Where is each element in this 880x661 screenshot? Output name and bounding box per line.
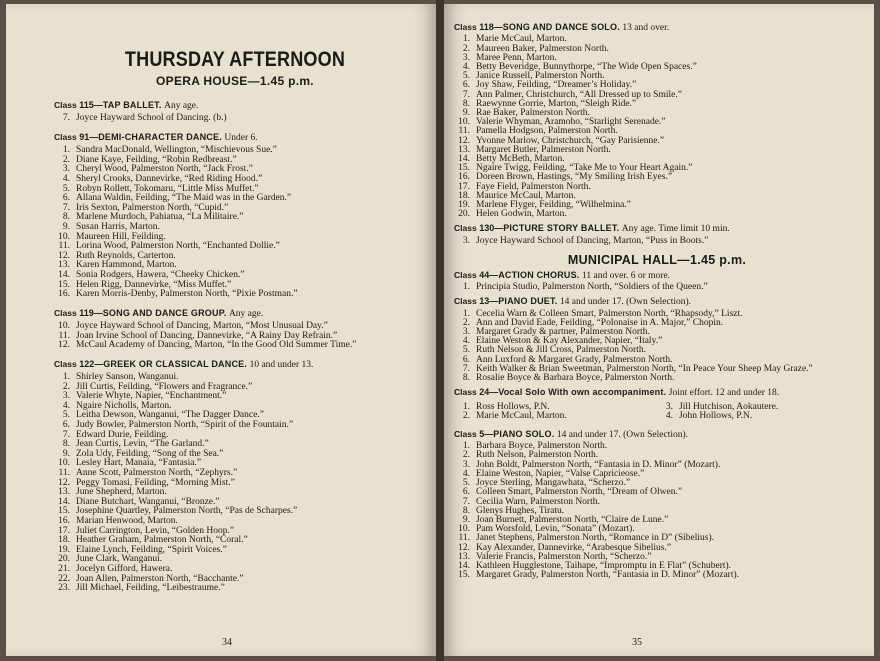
entry-number: 9. [62, 221, 70, 232]
entry-text: Joyce Hayward School of Dancing, Marton, “Most Unusual Day.” [76, 320, 328, 331]
entry-number: 21. [58, 563, 70, 574]
right-page [444, 4, 874, 656]
entry-number: 9. [462, 514, 470, 525]
page-number: 35 [632, 637, 642, 648]
entry-number: 22. [58, 573, 70, 584]
entry-list [454, 283, 860, 292]
class-title: GREEK OR CLASSICAL DANCE. [103, 358, 248, 369]
entry-number: 3. [665, 401, 673, 412]
class-title: SONG AND DANCE GROUP. [102, 307, 227, 318]
entry-text: Ann Luxford & Margaret Grady, Palmerston North. [476, 354, 673, 365]
entry-text: Margaret Butler, Palmerston North. [476, 144, 611, 155]
entry-list [54, 322, 416, 351]
entry-number: 8. [62, 439, 70, 450]
class-label: Class [454, 223, 477, 234]
entry-number: 14. [458, 153, 470, 164]
entry-item [54, 114, 416, 124]
entry-item [54, 341, 416, 351]
entry-text: Margaret Grady, Palmerston North, “Fantasia in D. Minor” (Mozart). [476, 570, 740, 581]
entry-text: Joyce Hayward School of Dancing. (b.) [76, 113, 227, 124]
entry-number: 3. [462, 459, 470, 470]
entry-number: 11. [58, 330, 70, 341]
entry-number: 5. [462, 345, 470, 356]
class-label: Class [54, 100, 77, 110]
entry-number: 14. [58, 496, 70, 507]
entry-text: Barbara Boyce, Palmerston North. [476, 441, 608, 452]
entry-text: Janice Russell, Palmerston North. [476, 71, 605, 82]
entry-text: Joan Allen, Palmerston North, “Bacchante.” [76, 573, 244, 584]
entry-number: 6. [462, 354, 470, 365]
entry-text: Sheryl Crooks, Dannevirke, “Red Riding Hood.” [76, 173, 263, 184]
class-title: SONG AND DANCE SOLO. [502, 22, 620, 32]
entry-text: Ann and David Eade, Feilding, “Polonaise in A. Major,” Chopin. [476, 317, 724, 328]
entry-number: 6. [462, 487, 470, 498]
entry-number: 12. [458, 135, 470, 146]
entry-text: Joan Irvine School of Dancing, Dannevirke, “A Rainy Day Refrain.” [76, 330, 338, 341]
class-number: 115— [79, 100, 103, 110]
class-number: 24— [479, 387, 499, 398]
entry-list [454, 403, 657, 421]
entry-text: June Clark, Wanganui. [76, 554, 163, 565]
entry-text: Sonia Rodgers, Hawera, “Cheeky Chicken.” [76, 269, 245, 280]
entry-text: Cecilia Warn, Palmerston North. [476, 496, 600, 507]
entry-list [454, 310, 860, 384]
entry-number: 4. [462, 468, 470, 479]
entry-number: 12. [458, 542, 470, 553]
entry-number: 14. [58, 269, 70, 280]
class-heading [54, 100, 416, 112]
entry-number: 16. [58, 289, 70, 300]
entry-text: Jean Curtis, Levin, “The Garland.” [76, 439, 209, 450]
entry-text: Valerie Francis, Palmerston North, “Scherzo.” [476, 551, 652, 562]
entry-list [54, 146, 416, 300]
right-class-list-opera [454, 22, 860, 246]
entry-text: Joyce Sterling, Mangawhata, “Scherzo.” [476, 478, 631, 489]
entry-text: Rae Baker, Palmerston North. [476, 107, 590, 118]
entry-text: Helen Godwin, Marton. [476, 209, 567, 220]
entry-number: 2. [62, 154, 70, 165]
entry-text: Anne Scott, Palmerston North, “Zephyrs.” [76, 468, 238, 478]
class-heading [454, 296, 860, 308]
entry-text: Helen Rigg, Dannevirke, “Miss Muffet.” [76, 279, 232, 290]
entry-item [54, 584, 416, 594]
class-title: PICTURE STORY BALLET. [503, 223, 620, 234]
entry-text: Karen Morris-Denby, Palmerston North, “Pixie Postman.” [76, 289, 298, 300]
class-number: 122— [79, 358, 104, 369]
entry-text: Ross Hollows, P.N. [476, 401, 550, 412]
class-number: 5— [479, 428, 494, 439]
entry-list [657, 403, 860, 421]
class-label: Class [454, 387, 477, 398]
class-heading [454, 270, 860, 282]
entry-number: 13. [58, 487, 70, 498]
entry-text: Cheryl Wood, Palmerston North, “Jack Frost.” [76, 164, 253, 175]
page-title: THURSDAY AFTERNOON [124, 48, 346, 71]
entry-number: 3. [462, 235, 470, 246]
entry-text: John Boldt, Palmerston North, “Fantasia in D. Minor” (Mozart). [476, 459, 721, 470]
entry-number: 23. [58, 583, 70, 594]
entry-text: Doreen Brown, Hastings, “My Smiling Irish Eyes.” [476, 172, 673, 183]
class-details: 13 and over. [622, 23, 670, 33]
entry-number: 4. [462, 61, 470, 72]
entry-number: 16. [58, 515, 70, 526]
entry-number: 15. [58, 506, 70, 517]
entry-number: 5. [462, 478, 470, 489]
entry-text: Faye Field, Palmerston North. [476, 181, 591, 192]
left-class-list [54, 100, 416, 594]
entry-list [454, 35, 860, 219]
entry-number: 19. [458, 199, 470, 210]
entry-number: 1. [462, 34, 470, 45]
entry-text: Elaine Lynch, Feilding, “Spirit Voices.” [76, 544, 227, 555]
entry-text: Ann Palmer, Christchurch, “All Dressed up to Smile.” [476, 89, 682, 100]
entry-text: Maureen Baker, Palmerston North. [476, 43, 609, 54]
entry-text: Allana Waldin, Feilding, “The Maid was in the Garden.” [76, 193, 292, 204]
entry-number: 5. [62, 183, 70, 194]
class-number: 118— [479, 22, 503, 32]
entry-text: Valerie Whyte, Napier, “Enchantment.” [76, 391, 227, 402]
entry-number: 3. [462, 52, 470, 63]
class-heading [454, 223, 860, 235]
entry-text: Maurice McCaul, Marton. [476, 190, 576, 201]
entry-text: Jill Hutchison, Aokautere. [679, 401, 779, 412]
entry-text: Iris Sexton, Palmerston North, “Cupid.” [76, 202, 229, 213]
entry-text: Keith Walker & Brian Sweetman, Palmerston North, “In Peace Your Sheep May Graze.” [476, 363, 813, 374]
entry-number: 13. [458, 144, 470, 155]
entry-number: 2. [462, 43, 470, 54]
entry-text: Maree Penn, Marton. [476, 52, 557, 63]
entry-number: 1. [62, 145, 70, 156]
entry-number: 6. [62, 193, 70, 204]
entry-number: 3. [62, 164, 70, 175]
class-details: Any age. Time limit 10 min. [621, 224, 730, 235]
entry-text: Pam Worsfold, Levin, “Sonata” (Mozart). [476, 524, 635, 535]
entry-text: Margaret Grady & partner, Palmerston North. [476, 327, 650, 338]
entry-text: John Hollows, P.N. [679, 410, 753, 421]
entry-number: 7. [462, 363, 470, 374]
entry-number: 13. [458, 551, 470, 562]
entry-text: Pamella Hodgson, Palmerston North. [476, 126, 618, 137]
class-number: 44— [479, 269, 499, 280]
entry-text: Glenys Hughes, Tiratu. [476, 505, 565, 516]
entry-text: Marlene Murdoch, Pahiatua, “La Militaire.” [76, 212, 244, 223]
class-label: Class [454, 296, 477, 307]
class-label: Class [54, 131, 77, 142]
entry-text: Ruth Reynolds, Carterton. [76, 250, 176, 261]
class-heading [454, 22, 860, 34]
entry-text: Karen Hammond, Marton. [76, 260, 177, 271]
entry-number: 7. [62, 113, 70, 124]
entry-text: Lesley Hart, Manaia, “Fantasia.” [76, 458, 202, 469]
entry-number: 4. [62, 173, 70, 184]
entry-number: 1. [462, 308, 470, 319]
entry-number: 2. [62, 381, 70, 392]
entry-number: 5. [462, 71, 470, 82]
class-details: Joint effort. 12 and under 18. [668, 388, 780, 399]
entry-list [54, 114, 416, 124]
class-heading [54, 308, 416, 320]
class-details: Any age. [228, 308, 264, 319]
entry-number: 1. [62, 372, 70, 383]
page-number: 34 [222, 637, 232, 648]
entry-text: Joan Burnett, Palmerston North, “Claire de Lune.” [476, 514, 669, 525]
entry-text: Lorina Wood, Palmerston North, “Enchanted Dollie.” [76, 241, 280, 252]
entry-number: 19. [58, 544, 70, 555]
class-number: 130— [479, 223, 504, 234]
entry-text: Marlene Flyger, Feilding, “Wilhelmina.” [476, 199, 631, 210]
class-label: Class [454, 269, 477, 280]
entry-text: Zola Udy, Feilding, “Song of the Sea.” [76, 448, 224, 459]
entry-number: 17. [458, 181, 470, 192]
entry-item [54, 290, 416, 300]
entry-text: Edward Durie, Feilding. [76, 429, 169, 440]
entry-text: Principia Studio, Palmerston North, “Soldiers of the Queen.” [476, 282, 708, 293]
class-details: Under 6. [224, 132, 258, 143]
entry-number: 18. [58, 535, 70, 546]
entry-number: 5. [62, 410, 70, 421]
entry-text: Robyn Rollett, Tokomaru, “Little Miss Muffet.” [76, 183, 259, 194]
entry-number: 15. [58, 279, 70, 290]
entry-number: 3. [62, 391, 70, 402]
entry-number: 3. [462, 327, 470, 338]
class-details: 10 and under 13. [249, 359, 314, 370]
entry-number: 7. [462, 89, 470, 100]
entry-number: 8. [462, 505, 470, 516]
entry-number: 20. [458, 209, 470, 220]
entry-number: 7. [462, 496, 470, 507]
entry-item [454, 237, 860, 246]
entry-number: 10. [458, 117, 470, 128]
entry-text: Yvonne Marlow, Christchurch, “Gay Parisienne.” [476, 135, 665, 146]
entry-number: 7. [62, 429, 70, 440]
left-page [6, 4, 436, 656]
entry-text: Kay Alexander, Dannevirke, “Arabesque Sibelius.” [476, 542, 672, 553]
entry-item [454, 374, 860, 383]
entry-text: Kathleen Hugglestone, Taihape, “Impromptu in E Flat” (Schubert). [476, 560, 732, 571]
entry-number: 2. [462, 410, 470, 421]
entry-text: Diane Kaye, Feilding, “Robin Redbreast.” [76, 154, 237, 165]
entry-text: Janet Stephens, Palmerston North, “Romance in D” (Sibelius). [476, 533, 714, 544]
entry-text: Leitha Dewson, Wanganui, “The Dagger Dance.” [76, 410, 264, 421]
class-heading [454, 387, 860, 399]
entry-text: Betty Beveridge, Bunnythorpe, “The Wide Open Spaces.” [476, 61, 697, 72]
entry-text: Joy Shaw, Feilding, “Dreamer’s Holiday.” [476, 80, 637, 91]
entry-number: 11. [58, 241, 70, 252]
entry-number: 15. [458, 570, 470, 581]
entry-text: Ngaire Nicholls, Marton. [76, 400, 172, 411]
entry-text: Marian Henwood, Marton. [76, 515, 178, 526]
entry-text: Valerie Whyman, Aramoho, “Starlight Serenade.” [476, 117, 666, 128]
entry-text: Betty McBeth, Marton. [476, 153, 565, 164]
entry-text: June Shepherd, Marton. [76, 487, 167, 498]
entry-number: 4. [62, 400, 70, 411]
entry-number: 14. [458, 560, 470, 571]
entry-number: 15. [458, 163, 470, 174]
venue-heading: OPERA HOUSE—1.45 p.m. [156, 74, 314, 88]
entry-number: 1. [462, 282, 470, 293]
class-details: Any age. [164, 101, 199, 111]
class-heading [454, 429, 860, 441]
class-heading [54, 359, 416, 371]
entry-item [454, 210, 860, 219]
entry-number: 12. [58, 477, 70, 488]
entry-number: 1. [462, 441, 470, 452]
entry-item [454, 283, 860, 292]
class-label: Class [54, 307, 77, 318]
entry-text: McCaul Academy of Dancing, Marton, “In the Good Old Summer Time.” [76, 340, 357, 351]
entry-number: 20. [58, 554, 70, 565]
entry-number: 1. [462, 401, 470, 412]
entry-text: Shirley Sanson, Wanganui. [76, 372, 179, 383]
entry-text: Diane Butchart, Wanganui, “Bronze.” [76, 496, 220, 507]
entry-list [454, 237, 860, 246]
entry-number: 12. [58, 250, 70, 261]
venue-heading: MUNICIPAL HALL—1.45 p.m. [567, 252, 747, 267]
entry-number: 4. [665, 410, 673, 421]
entry-number: 6. [62, 420, 70, 431]
entry-text: Heather Graham, Palmerston North, “Coral.” [76, 535, 248, 546]
entry-text: Peggy Tomasi, Feilding, “Morning Mist.” [76, 477, 235, 488]
class-title: Vocal Solo With own accompaniment. [498, 387, 667, 398]
entry-number: 11. [58, 468, 70, 478]
entry-text: Ngaire Twigg, Feilding, “Take Me to Your Heart Again.” [476, 163, 693, 174]
entry-list [454, 442, 860, 580]
entry-number: 18. [458, 190, 470, 201]
class-label: Class [454, 22, 477, 32]
entry-number: 9. [462, 107, 470, 118]
class-title: PIANO DUET. [498, 296, 558, 307]
entry-number: 9. [62, 448, 70, 459]
class-title: DEMI-CHARACTER DANCE. [98, 131, 222, 142]
entry-item [454, 571, 860, 580]
entry-number: 6. [462, 80, 470, 91]
entry-number: 2. [462, 450, 470, 461]
entry-number: 4. [462, 336, 470, 347]
class-label: Class [54, 358, 77, 369]
entry-item [657, 412, 860, 421]
entry-text: Ruth Nelson & Jill Cross, Palmerston North. [476, 345, 646, 356]
entry-number: 11. [458, 533, 470, 544]
entry-number: 12. [58, 340, 70, 351]
class-heading [54, 132, 416, 144]
entry-text: Maureen Hill, Feilding. [76, 231, 166, 242]
book-gutter [436, 0, 444, 661]
entry-number: 8. [462, 373, 470, 384]
right-class-list-municipal [454, 270, 860, 580]
entry-number: 16. [458, 172, 470, 183]
entry-text: Ruth Nelson, Palmerston North. [476, 450, 599, 461]
entry-text: Raewynne Gorrie, Marton, “Sleigh Ride.” [476, 98, 637, 109]
entry-list [54, 373, 416, 594]
entry-text: Marie McCaul, Marton. [476, 34, 567, 45]
entry-number: 10. [458, 524, 470, 535]
class-number: 13— [479, 296, 499, 307]
entry-number: 13. [58, 260, 70, 271]
entry-text: Judy Bowler, Palmerston North, “Spirit of the Fountain.” [76, 420, 294, 431]
entry-number: 11. [458, 126, 470, 137]
entry-text: Joyce Hayward School of Dancing, Marton, “Puss in Boots.” [476, 235, 709, 246]
entry-text: Susan Harris, Marton. [76, 221, 160, 232]
class-title: PIANO SOLO. [493, 428, 555, 439]
entry-number: 7. [62, 202, 70, 213]
entry-text: Jill Curtis, Feilding, “Flowers and Fragrance.” [76, 381, 253, 392]
entry-item [454, 412, 657, 421]
entry-number: 10. [58, 458, 70, 469]
entry-text: Josephine Quartley, Palmerston North, “Pas de Scharpes.” [76, 506, 298, 517]
class-title: ACTION CHORUS. [498, 269, 580, 280]
entry-number: 10. [58, 231, 70, 242]
entry-text: Colleen Smart, Palmerston North, “Dream of Olwen.” [476, 487, 683, 498]
entry-text: Juliet Carrington, Levin, “Golden Hoop.” [76, 525, 235, 536]
entry-text: Jocelyn Gifford, Hawera. [76, 563, 173, 574]
class-details: 14 and under 17. (Own Selection). [556, 429, 689, 440]
class-number: 91— [79, 131, 99, 142]
class-number: 119— [79, 307, 103, 318]
class-details: 11 and over. 6 or more. [582, 270, 671, 281]
entry-number: 10. [58, 320, 70, 331]
entry-text: Elaine Weston, Napier, “Valse Capricieose.” [476, 468, 645, 479]
entry-number: 8. [462, 98, 470, 109]
class-details: 14 and under 17. (Own Selection). [559, 297, 692, 308]
two-column-entries [454, 402, 860, 425]
entry-number: 17. [58, 525, 70, 536]
class-title: TAP BALLET. [102, 100, 162, 110]
entry-text: Jill Michael, Feilding, “Leibestraume.” [76, 583, 225, 594]
entry-text: Elaine Weston & Kay Alexander, Napier, “Italy.” [476, 336, 663, 347]
entry-text: Cecelia Warn & Colleen Smart, Palmerston North, “Rhapsody,” Liszt. [476, 308, 743, 319]
entry-text: Sandra MacDonald, Wellington, “Mischievous Sue.” [76, 145, 277, 156]
entry-number: 2. [462, 317, 470, 328]
class-label: Class [454, 428, 477, 439]
entry-text: Rosalie Boyce & Barbara Boyce, Palmerston North. [476, 373, 675, 384]
entry-text: Marie McCaul, Marton. [476, 410, 567, 421]
entry-number: 8. [62, 212, 70, 223]
